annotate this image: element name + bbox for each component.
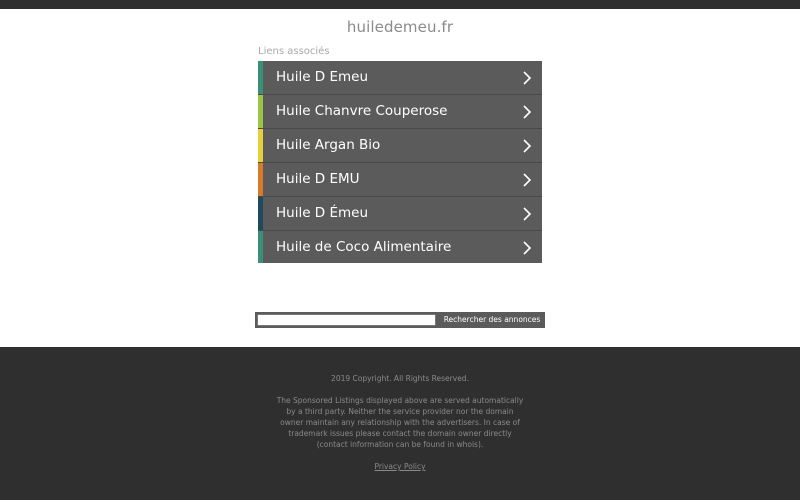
related-link-label: Huile Argan Bio <box>276 137 381 153</box>
link-accent-bar <box>258 95 263 128</box>
footer <box>0 347 800 500</box>
related-links-label: Liens associés <box>258 46 330 57</box>
related-link-label: Huile D EMU <box>276 171 360 187</box>
link-accent-bar <box>258 231 263 263</box>
link-accent-bar <box>258 61 263 94</box>
chevron-right-icon <box>521 173 533 187</box>
link-accent-bar <box>258 197 263 230</box>
top-bar <box>0 0 800 9</box>
related-link-label: Huile Chanvre Couperose <box>276 103 448 119</box>
copyright-text: 2019 Copyright. All Rights Reserved. <box>331 374 469 383</box>
related-link-huile-de-coco-alimentaire[interactable] <box>258 231 542 263</box>
chevron-right-icon <box>521 241 533 255</box>
search-input[interactable] <box>257 314 436 326</box>
related-link-label: Huile de Coco Alimentaire <box>276 239 452 255</box>
related-link-huile-d-emeu-accent[interactable] <box>258 197 542 231</box>
related-link-label: Huile D Émeu <box>276 205 369 221</box>
privacy-policy-container <box>0 462 800 471</box>
chevron-right-icon <box>521 71 533 85</box>
related-link-huile-d-emu[interactable] <box>258 163 542 197</box>
chevron-right-icon <box>521 105 533 119</box>
related-link-huile-d-emeu[interactable] <box>258 61 542 95</box>
chevron-right-icon <box>521 139 533 153</box>
link-accent-bar <box>258 163 263 196</box>
related-link-label: Huile D Emeu <box>276 69 369 85</box>
search-button[interactable]: Rechercher des annonces <box>440 313 544 327</box>
domain-title: huiledemeu.fr <box>346 18 454 36</box>
related-links-list <box>258 61 542 263</box>
chevron-right-icon <box>521 207 533 221</box>
disclaimer-text: The Sponsored Listings displayed above are served automatically by a third party. Neither the service provider nor the domain owner maintain any relationship with the advertisers. In case of trademark issues please contact the domain owner directly (contact information can be found in whois). <box>276 396 524 449</box>
search-bar <box>255 312 545 328</box>
link-accent-bar <box>258 129 263 162</box>
related-link-huile-chanvre-couperose[interactable] <box>258 95 542 129</box>
related-link-huile-argan-bio[interactable] <box>258 129 542 163</box>
privacy-policy-link[interactable]: Privacy Policy <box>374 462 426 471</box>
